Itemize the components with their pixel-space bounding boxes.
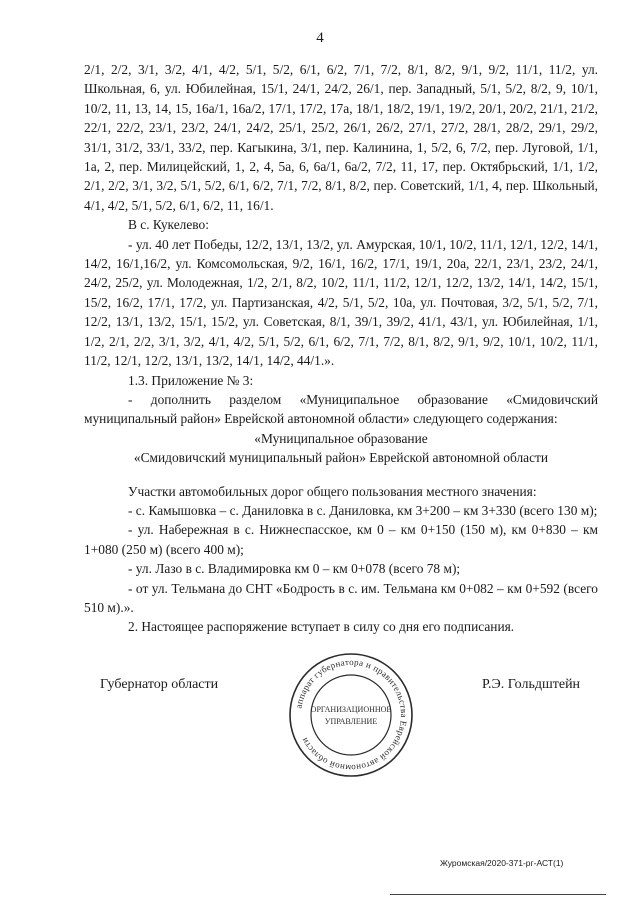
paragraph-effective-clause: 2. Настоящее распоряжение вступает в силу со дня его подписания.	[128, 619, 515, 635]
paragraph-appendix-3: 1.3. Приложение № 3:	[128, 372, 254, 388]
stamp-center-line1: ОРГАНИЗАЦИОННОЕ	[310, 705, 392, 714]
document-body	[84, 60, 598, 637]
stamp-center-line2: УПРАВЛЕНИЕ	[324, 717, 378, 726]
document-reference: Журомская/2020-371-рг-АСТ(1)	[440, 858, 564, 868]
paragraph-road-telmana: - от ул. Тельмана до СНТ «Бодрость в с. им. Тельмана км 0+082 – км 0+592 (всего 510 м).».	[84, 580, 598, 615]
paragraph-village-kukelevo: В с. Кукелево:	[128, 217, 209, 233]
section-heading-line1: «Муниципальное образование	[254, 430, 428, 446]
paragraph-add-section: - дополнить разделом «Муниципальное образование «Смидовичский муниципальный район» Еврейской автономной области» следующего содержания:	[84, 391, 598, 427]
spacer	[84, 468, 598, 482]
stamp-inner-ring	[311, 675, 391, 755]
page-number: 4	[316, 30, 324, 46]
stamp-ring-text: аппарат губернатора и правительства Еврейской автономной области	[293, 656, 410, 774]
signatory-name: Р.Э. Гольдштейн	[482, 677, 581, 692]
section-heading-line2: «Смидовичский муниципальный район» Еврейской автономной области	[133, 450, 549, 466]
paragraph-road-sections-title: Участки автомобильных дорог общего пользования местного значения:	[128, 483, 537, 499]
official-stamp	[286, 650, 416, 780]
paragraph-road-lazo: - ул. Лазо в с. Владимировка км 0 – км 0+078 (всего 78 м);	[128, 561, 461, 577]
paragraph-road-kamyshovka: - с. Камышовка – с. Даниловка в с. Даниловка, км 3+200 – км 3+330 (всего 130 м);	[128, 502, 598, 518]
footer-divider	[390, 894, 606, 895]
paragraph-kukelevo-streets: - ул. 40 лет Победы, 12/2, 13/1, 13/2, ул. Амурская, 10/1, 10/2, 11/1, 12/1, 12/2, 14/1, 14/2, 16/1,16/2, ул. Комсомольская, 9/2, 16/1, 16/2, 17/1, 19/1, 20а, 22/1, 23/1, 23/2, 24/1, 24/2, 25/2, ул. Молодежная, 1/2, 2/1, 8/2, 10/2, 11/1, 11/2, 12/1, 12/2, 13/2, 14/1, 14/2, 15/1, 15/2, 16/2, 17/1, 17/2, ул. Партизанская, 4/2, 5/1, 5/2, 10а, ул. Почтовая, 3/2, 5/1, 5/2, 7/1, 12/2, 13/1, 13/2, 15/1, 15/2, ул. Советская, 8/1, 39/1, 39/2, 41/1, 43/1, ул. Юбилейная, 1/1, 1/2, 2/1, 2/2, 3/1, 3/2, 4/1, 4/2, 5/1, 5/2, 6/1, 6/2, 7/1, 7/2, 8/1, 8/2, 9/1, 9/2, 10/1, 10/2, 11/1, 11/2, 12/1, 12/2, 13/1, 13/2, 14/1, 14/2, 44/1.».	[84, 236, 598, 369]
paragraph-road-naberezhnaya: - ул. Набережная в с. Нижнеспасское, км 0 – км 0+150 (150 м), км 0+830 – км 1+080 (250 м) (всего 400 м);	[84, 522, 598, 557]
stamp-outer-ring	[290, 654, 412, 776]
signatory-position: Губернатор области	[100, 677, 219, 692]
paragraph-addresses-continued: 2/1, 2/2, 3/1, 3/2, 4/1, 4/2, 5/1, 5/2, 6/1, 6/2, 7/1, 7/2, 8/1, 8/2, 9/1, 9/2, 11/1, 11/2, ул. Школьная, 6, ул. Юбилейная, 15/1, 24/1, 24/2, 26/1, пер. Западный, 5/1, 5/2, 8/2, 9, 10/1, 10/2, 11, 13, 14, 15, 16а/1, 16а/2, 17/1, 17/2, 17а, 18/1, 18/2, 19/1, 19/2, 20/1, 20/2, 21/1, 21/2, 22/1, 22/2, 23/1, 23/2, 24/1, 24/2, 25/1, 25/2, 26/1, 26/2, 27/1, 27/2, 28/1, 28/2, 29/1, 29/2, 31/1, 31/2, 33/1, 33/2, пер. Кагыкина, 3/1, пер. Калинина, 1, 5/2, 6, 7/2, пер. Луговой, 1/1, 1а, 2, пер. Милицейский, 1, 2, 4, 5а, 6, 6а/1, 6а/2, 7/2, 11, 17, пер. Октябрьский, 1/1, 1/2, 2/1, 2/2, 3/1, 3/2, 5/1, 5/2, 6/1, 6/2, 7/1, 7/2, 8/1, 8/2, пер. Советский, 1/1, 4, пер. Школьный, 4/1, 4/2, 5/1, 5/2, 6/1, 6/2, 11, 16/1.	[84, 62, 598, 213]
